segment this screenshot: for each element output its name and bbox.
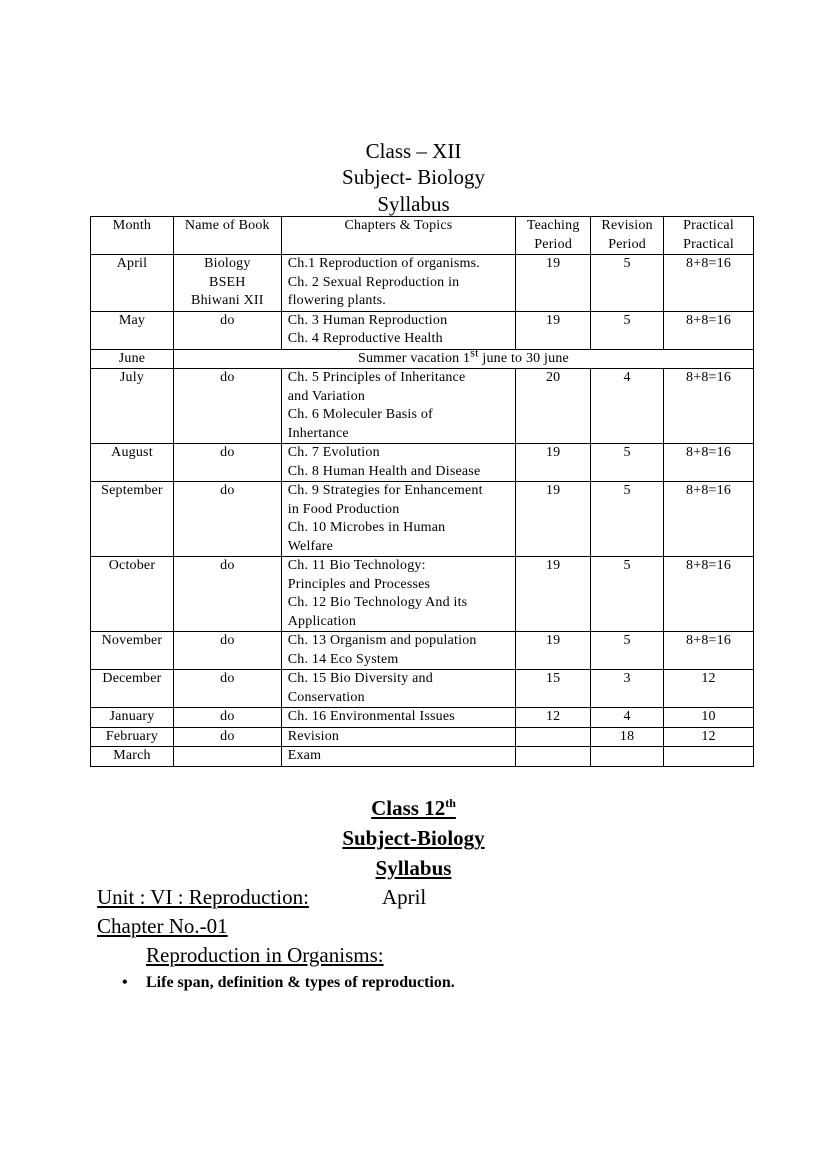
cell-topics-line: Conservation xyxy=(287,689,365,705)
cell-topics-line: flowering plants. xyxy=(287,293,387,308)
col-month: Month xyxy=(91,217,174,255)
cell-topics xyxy=(281,670,515,708)
cell-teaching: 19 xyxy=(516,311,591,349)
cell-month: September xyxy=(91,482,174,557)
cell-revision: 4 xyxy=(591,369,664,444)
bullet-icon: • xyxy=(122,974,128,991)
header-class: Class – XII xyxy=(365,139,462,163)
table-row xyxy=(91,255,754,312)
table-row xyxy=(91,747,754,767)
cell-practical: 8+8=16 xyxy=(664,482,754,557)
table-row xyxy=(91,632,754,670)
cell-teaching: 15 xyxy=(516,670,591,708)
cell-revision: 4 xyxy=(591,708,664,728)
cell-practical: 8+8=16 xyxy=(664,444,754,482)
chapter-title xyxy=(146,942,384,968)
cell-topics xyxy=(281,632,515,670)
cell-topics-line: Ch. 16 Environmental Issues xyxy=(287,709,455,724)
cell-revision: 5 xyxy=(591,632,664,670)
cell-topics-line: Principles and Processes xyxy=(287,576,431,592)
table-header-row xyxy=(91,217,754,255)
cell-topics-line: Ch. 9 Strategies for Enhancement xyxy=(287,483,483,498)
cell-book-line: BSEH xyxy=(209,274,246,290)
unit-title: Unit : VI : Reproduction: xyxy=(97,885,309,909)
cell-book-line: Bhiwani XII xyxy=(191,293,264,308)
section-class-sup: th xyxy=(445,796,456,810)
cell-month: January xyxy=(91,708,174,728)
cell-topics-line: Inhertance xyxy=(287,425,349,441)
cell-topics-line: in Food Production xyxy=(287,501,400,517)
header-syllabus: Syllabus xyxy=(377,192,450,216)
cell-practical: 8+8=16 xyxy=(664,255,754,312)
cell-topics-line: Ch. 12 Bio Technology And its xyxy=(287,595,468,610)
cell-summer-vacation xyxy=(173,344,753,369)
table-row xyxy=(91,311,754,349)
cell-topics xyxy=(281,557,515,632)
cell-topics xyxy=(281,482,515,557)
cell-topics-line: Ch. 5 Principles of Inheritance xyxy=(287,370,466,385)
col-practical: Practical Practical xyxy=(664,217,754,255)
cell-book-line: do xyxy=(220,370,235,385)
section-class-main: Class 12 xyxy=(371,796,446,820)
cell-teaching: 19 xyxy=(516,632,591,670)
cell-book xyxy=(173,311,281,349)
table-row xyxy=(91,727,754,747)
cell-teaching: 19 xyxy=(516,557,591,632)
table-row xyxy=(91,670,754,708)
header-subject: Subject- Biology xyxy=(342,165,485,189)
cell-topics-line: Ch. 13 Organism and population xyxy=(287,633,477,648)
cell-book-line: do xyxy=(220,558,235,573)
cell-month: August xyxy=(91,444,174,482)
cell-book xyxy=(173,670,281,708)
cell-revision: 5 xyxy=(591,255,664,312)
cell-teaching: 19 xyxy=(516,444,591,482)
cell-topics xyxy=(281,727,515,747)
cell-book xyxy=(173,444,281,482)
cell-practical: 8+8=16 xyxy=(664,311,754,349)
cell-month: March xyxy=(91,747,174,767)
cell-topics-line: Ch. 14 Eco System xyxy=(287,651,399,667)
cell-book xyxy=(173,727,281,747)
cell-topics xyxy=(281,311,515,349)
cell-topics-line: Ch. 8 Human Health and Disease xyxy=(287,463,481,479)
cell-revision: 5 xyxy=(591,444,664,482)
unit-month: April xyxy=(381,885,427,909)
cell-teaching: 19 xyxy=(516,255,591,312)
section-subject: Subject-Biology xyxy=(342,826,485,850)
cell-practical xyxy=(664,747,754,767)
cell-book-line: do xyxy=(220,312,235,328)
cell-month: July xyxy=(91,369,174,444)
cell-revision xyxy=(591,747,664,767)
cell-topics-line: and Variation xyxy=(287,388,366,404)
cell-teaching: 12 xyxy=(516,708,591,728)
table-row xyxy=(91,708,754,728)
cell-topics-line: Exam xyxy=(287,748,322,763)
cell-practical: 8+8=16 xyxy=(664,557,754,632)
cell-topics-line: Ch. 6 Moleculer Basis of xyxy=(287,407,433,422)
cell-month: April xyxy=(91,255,174,312)
cell-book-line: do xyxy=(220,445,235,460)
cell-topics-line: Ch. 2 Sexual Reproduction in xyxy=(287,274,460,290)
cell-practical: 8+8=16 xyxy=(664,632,754,670)
cell-teaching: 20 xyxy=(516,369,591,444)
cell-book xyxy=(173,557,281,632)
cell-practical: 10 xyxy=(664,708,754,728)
cell-topics xyxy=(281,708,515,728)
cell-revision: 5 xyxy=(591,557,664,632)
cell-teaching: 19 xyxy=(516,482,591,557)
table-row xyxy=(91,557,754,632)
cell-book xyxy=(173,255,281,312)
table-row xyxy=(91,369,754,444)
chapter-number-text: Chapter No.-01 xyxy=(97,914,228,938)
cell-book-line: do xyxy=(220,709,235,724)
cell-topics-line: Ch. 4 Reproductive Health xyxy=(287,331,443,346)
col-book: Name of Book xyxy=(173,217,281,255)
cell-revision: 5 xyxy=(591,482,664,557)
cell-revision: 18 xyxy=(591,727,664,747)
cell-topics-line: Application xyxy=(287,613,357,629)
cell-book-line: do xyxy=(220,728,235,744)
table-row-june xyxy=(91,349,754,369)
cell-topics-line: Ch. 7 Evolution xyxy=(287,445,380,460)
cell-topics-line: Welfare xyxy=(287,538,334,554)
cell-practical: 12 xyxy=(664,727,754,747)
cell-book-line: do xyxy=(220,671,235,686)
cell-book xyxy=(173,369,281,444)
cell-topics-line: Ch.1 Reproduction of organisms. xyxy=(287,256,480,271)
table-row xyxy=(91,444,754,482)
cell-topics-line: Ch. 10 Microbes in Human xyxy=(287,520,446,535)
cell-book-line: Biology xyxy=(204,256,251,271)
cell-book xyxy=(173,747,281,767)
cell-month: November xyxy=(91,632,174,670)
cell-month: February xyxy=(91,727,174,747)
vacation-sup: st xyxy=(470,344,479,359)
cell-topics-line: Ch. 11 Bio Technology: xyxy=(287,558,426,573)
cell-topics xyxy=(281,369,515,444)
bullet-list xyxy=(122,972,455,994)
cell-topics xyxy=(281,747,515,767)
cell-book-line: do xyxy=(220,483,235,498)
vacation-text: Summer vacation 1 xyxy=(357,350,471,366)
cell-topics-line: Revision xyxy=(287,728,340,744)
cell-book-line: do xyxy=(220,633,235,648)
cell-book xyxy=(173,708,281,728)
cell-topics xyxy=(281,444,515,482)
unit-line xyxy=(97,884,426,910)
cell-practical: 8+8=16 xyxy=(664,369,754,444)
cell-teaching xyxy=(516,747,591,767)
col-revision: Revision Period xyxy=(591,217,664,255)
list-item: Life span, definition & types of reproduction. xyxy=(146,974,455,991)
cell-topics-line: Ch. 3 Human Reproduction xyxy=(287,312,448,328)
cell-month: December xyxy=(91,670,174,708)
section-syllabus: Syllabus xyxy=(375,856,452,880)
cell-revision: 5 xyxy=(591,311,664,349)
col-teaching: Teaching Period xyxy=(516,217,591,255)
table-row xyxy=(91,482,754,557)
cell-month: June xyxy=(91,349,174,369)
cell-month: May xyxy=(91,311,174,349)
cell-month: October xyxy=(91,557,174,632)
cell-practical: 12 xyxy=(664,670,754,708)
vacation-text-end: june to 30 june xyxy=(478,350,569,366)
chapter-title-text: Reproduction in Organisms: xyxy=(146,943,384,967)
cell-topics xyxy=(281,255,515,312)
cell-teaching xyxy=(516,727,591,747)
cell-book xyxy=(173,632,281,670)
chapter-number xyxy=(97,913,228,939)
cell-revision: 3 xyxy=(591,670,664,708)
cell-book xyxy=(173,482,281,557)
syllabus-table xyxy=(90,216,754,767)
cell-topics-line: Ch. 15 Bio Diversity and xyxy=(287,671,433,686)
col-topics: Chapters & Topics xyxy=(281,217,515,255)
section-class-title xyxy=(0,795,827,821)
